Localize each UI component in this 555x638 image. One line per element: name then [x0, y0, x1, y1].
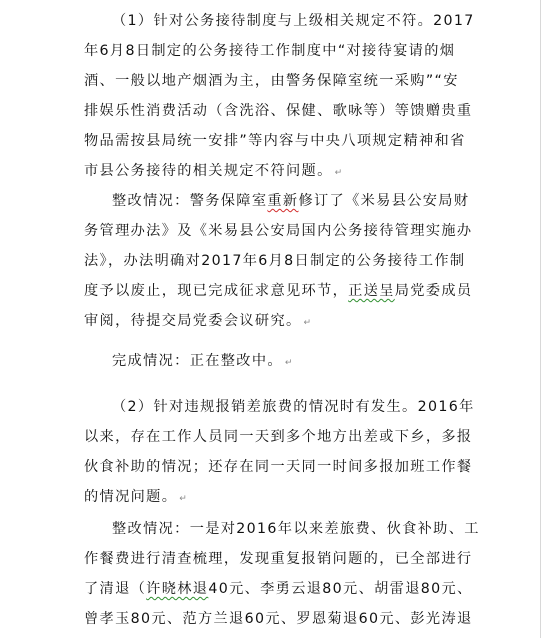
- paragraph-2: [84, 186, 474, 336]
- text-run: 审阅，待提交局党委会议研究。: [84, 313, 302, 329]
- text-line: 务管理办法》及《米易县公安局国内公务接待管理实施办: [84, 223, 473, 239]
- text-line: [84, 276, 474, 306]
- text-run: 的情况问题。: [84, 489, 178, 505]
- text-line: 法》，办法明确对2017年6月8日制定的公务接待工作制: [84, 253, 466, 269]
- paragraph-4: [84, 392, 474, 512]
- text-run: 市县公务接待的相关规定不符问题。: [84, 163, 333, 179]
- paragraph-mark-icon: ↵: [303, 318, 312, 328]
- right-margin-rule: [540, 0, 541, 638]
- text-run: 完成情况：正在整改中。: [112, 353, 283, 369]
- paragraph-5: [84, 514, 480, 634]
- paragraph-mark-icon: ↵: [179, 494, 187, 504]
- text-line: [84, 306, 474, 336]
- text-run: 了清退（: [84, 581, 147, 597]
- paragraph-1: [84, 6, 474, 186]
- text-line: 排娱乐性消费活动（含洗浴、保健、歌咏等）等馈赠贵重: [84, 103, 473, 119]
- text-line: [84, 156, 474, 186]
- text-line: [84, 574, 474, 604]
- text-line: 曾孝玉80元、范方兰退60元、罗恩菊退60元、彭光涛退: [84, 611, 473, 627]
- text-line: （1）针对公务接待制度与上级相关规定不符。2017: [112, 13, 475, 29]
- text-line: 物品需按县局统一安排”等内容与中央八项规定精神和省: [84, 133, 466, 149]
- text-run: 整改情况：警务保障室: [112, 193, 268, 209]
- spellcheck-flag-text: 重新: [267, 193, 299, 209]
- text-line: 年6月8日制定的公务接待工作制度中“对接待宴请的烟: [84, 43, 456, 59]
- text-line: [84, 346, 474, 376]
- grammar-flag-text: 正送呈: [348, 283, 395, 299]
- text-line: [84, 186, 474, 216]
- text-line: 作餐费进行清查梳理，发现重复报销问题的，已全部进行: [84, 551, 473, 567]
- paragraph-mark-icon: ↵: [334, 168, 343, 178]
- grammar-flag-text: 许晓林退: [146, 581, 209, 597]
- text-line: 酒、一般以地产烟酒为主，由警务保障室统一采购”“安: [84, 73, 459, 89]
- text-line: 以来，存在工作人员同一天到多个地方出差或下乡，多报: [84, 429, 473, 445]
- paragraph-mark-icon: ↵: [284, 358, 293, 368]
- text-line: 整改情况：一是对2016年以来差旅费、伙食补助、工: [112, 521, 480, 537]
- text-run: 40元、李勇云退80元、胡雷退80元、: [208, 581, 473, 597]
- text-run: 度予以废止，现已完成征求意见环节，: [84, 283, 349, 299]
- text-line: [84, 482, 474, 512]
- text-line: 伙食补助的情况；还存在同一天同一时间多报加班工作餐: [84, 459, 473, 475]
- text-line: （2）针对违规报销差旅费的情况时有发生。2016年: [112, 399, 475, 415]
- paragraph-3: [84, 346, 474, 376]
- text-run: 局党委成员: [394, 283, 473, 299]
- text-run: 修订了《米易县公安局财: [298, 193, 470, 209]
